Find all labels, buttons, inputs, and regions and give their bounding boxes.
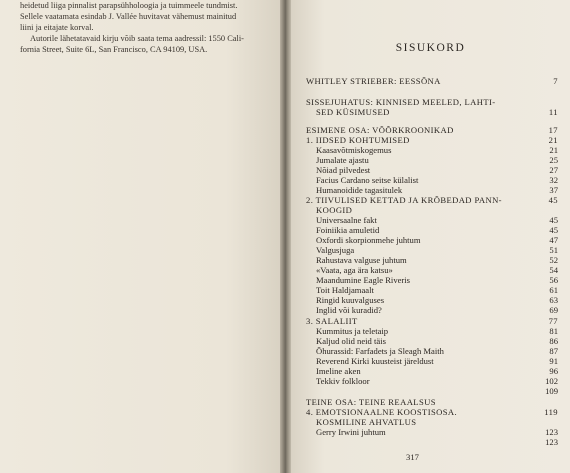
toc-entry-text: SED KÜSIMUSED [316, 107, 390, 117]
toc-entry-text: «Vaata, aga ära katsu» [316, 265, 393, 275]
toc-entry-text: Oxfordi skorpionmehe juhtum [316, 235, 421, 245]
toc-entry-page: 61 [549, 285, 558, 295]
toc-entry-page: 102 [545, 376, 558, 386]
toc-entry-page: 119 [544, 407, 558, 417]
left-line: fornia Street, Suite 6L, San Francisco, CA 94109, USA. [20, 45, 208, 54]
toc-entry-page: 32 [549, 175, 558, 185]
toc-entry-text: SISSEJUHATUS: KINNISED MEELED, LAHTI- [306, 97, 496, 107]
toc-entry-page: 25 [549, 155, 558, 165]
toc-entry-text: Rahustava valguse juhtum [316, 255, 407, 265]
toc-entry-page: 7 [553, 76, 558, 86]
toc-entry-text: Universaalne fakt [316, 215, 377, 225]
left-page [0, 0, 283, 473]
toc-entry-page: 69 [549, 305, 558, 315]
toc-entry-page: 96 [549, 366, 558, 376]
toc-entry-page: 63 [549, 295, 558, 305]
right-page [291, 0, 570, 473]
toc-entry-text: WHITLEY STRIEBER: EESSÕNA [306, 76, 441, 86]
toc-entry-text: Kaljud olid neid täis [316, 336, 386, 346]
toc-entry-text: KOSMILINE AHVATLUS [316, 417, 417, 427]
toc-entry-page: 27 [549, 165, 558, 175]
toc-entry-text: Tekkiv folkloor [316, 376, 370, 386]
toc-entry-page: 56 [549, 275, 558, 285]
toc-title: SISUKORD [395, 42, 466, 54]
left-line: Autorile lähetatavaid kirju võib saata tema aadressil: 1550 Cali- [30, 34, 244, 43]
toc-entry-page: 45 [548, 195, 558, 205]
toc-entry-text: 2. TIIVULISED KETTAD JA KRÕBEDAD PANN- [306, 195, 502, 205]
page-number: 317 [406, 452, 419, 462]
toc-entry-page: 17 [548, 125, 558, 135]
toc-entry-page: 91 [549, 356, 558, 366]
toc-entry-page: 21 [548, 135, 558, 145]
toc-entry-page: 87 [549, 346, 558, 356]
toc-entry-page: 51 [549, 245, 558, 255]
toc-entry-text: Inglid või kuradid? [316, 305, 382, 315]
left-line: Sellele vaatamata esindab J. Vallée huvitavat vähemust mainitud [20, 12, 237, 21]
left-line: liini ja eitajate korval. [20, 23, 94, 32]
toc-entry-page: 45 [549, 215, 558, 225]
toc-entry-text: KOOGID [316, 205, 353, 215]
toc-entry-text: Ringid kuuvalguses [316, 295, 385, 305]
toc-entry-page: 45 [549, 225, 558, 235]
toc-entry-text: Facius Cardano seitse külalist [316, 175, 419, 185]
toc-entry-page: 81 [549, 326, 558, 336]
toc-entry-text: Reverend Kirki kuusteist järeldust [316, 356, 434, 366]
toc-entry-text: TEINE OSA: TEINE REAALSUS [306, 397, 436, 407]
toc-entry-page: 47 [549, 235, 558, 245]
toc-entry-text: Jumalate ajastu [316, 155, 369, 165]
toc-entry-page: 11 [548, 107, 558, 117]
toc-entry-page: 123 [545, 437, 558, 447]
toc-entry-text: Toit Haldjamaalt [316, 285, 374, 295]
toc-entry-text: Foiniikia amuletid [316, 225, 380, 235]
toc-entry-text: Kummitus ja teletaip [316, 326, 389, 336]
toc-entry-text: 1. IIDSED KOHTUMISED [306, 135, 410, 145]
toc-entry-text: Nõiad pilvedest [316, 165, 371, 175]
toc-entry-page: 109 [545, 386, 558, 396]
toc-entry-page: 77 [548, 316, 558, 326]
toc-entry-text: Õhurassid: Farfadets ja Sleagh Maith [316, 346, 444, 356]
toc-entry-page: 123 [545, 427, 558, 437]
toc-entry-page: 86 [549, 336, 558, 346]
toc-entry-text: 4. EMOTSIONAALNE KOOSTISOSA. [306, 407, 458, 417]
toc-entry-text: Kaasavõtmiskogemus [316, 145, 392, 155]
toc-entry-page: 52 [549, 255, 558, 265]
left-line: heidetud liiga pinnalist parapsühholoogia ja tuimmeele tundmist. [20, 1, 238, 10]
toc-entry-text: Maandumine Eagle Riveris [316, 275, 411, 285]
toc-entry-page: 21 [549, 145, 558, 155]
toc-entry-text: Humanoidide tagasitulek [316, 185, 403, 195]
toc-entry-page: 54 [549, 265, 558, 275]
toc-entry-text: Valgusjuga [316, 245, 355, 255]
toc-entry-text: Imeline aken [316, 366, 361, 376]
toc-entry-text: ESIMENE OSA: VÕÕRKROONIKAD [306, 125, 454, 135]
toc-entry-text: 3. SALALIIT [306, 316, 358, 326]
toc-entry-page: 37 [549, 185, 558, 195]
toc-entry-text: Gerry Irwini juhtum [316, 427, 386, 437]
